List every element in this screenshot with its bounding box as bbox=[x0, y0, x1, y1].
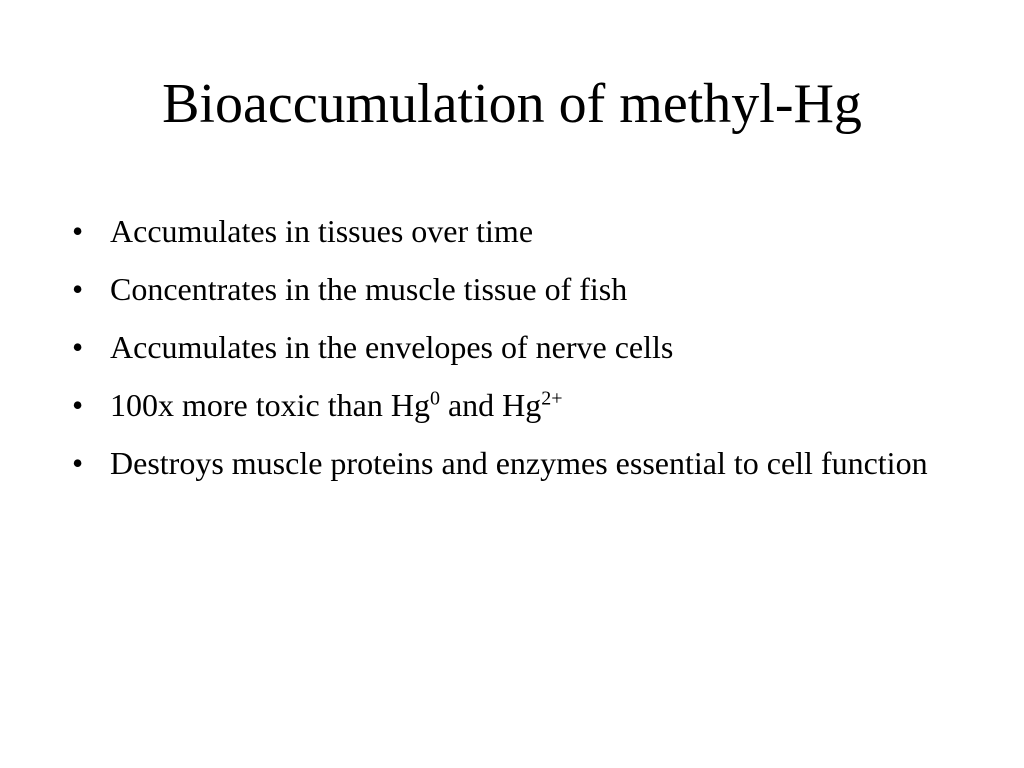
slide-title: Bioaccumulation of methyl-Hg bbox=[162, 73, 862, 135]
bullet-icon: • bbox=[72, 445, 84, 481]
bullet-text-part: and Hg bbox=[439, 387, 542, 423]
bullet-text-part: 100x more toxic than Hg bbox=[110, 387, 430, 423]
superscript-two-plus: 2+ bbox=[541, 387, 563, 410]
bullet-item bbox=[72, 208, 952, 254]
bullet-list bbox=[72, 208, 952, 498]
superscript-zero: 0 bbox=[429, 387, 440, 410]
bullet-icon: • bbox=[72, 271, 84, 307]
bullet-item bbox=[72, 440, 952, 486]
bullet-text: Destroys muscle proteins and enzymes essential to cell function bbox=[110, 445, 928, 481]
bullet-icon: • bbox=[72, 387, 84, 423]
bullet-item bbox=[72, 324, 952, 370]
bullet-icon: • bbox=[72, 213, 84, 249]
bullet-item bbox=[72, 266, 952, 312]
bullet-text bbox=[110, 387, 563, 423]
bullet-icon: • bbox=[72, 329, 84, 365]
bullet-text: Accumulates in the envelopes of nerve cells bbox=[110, 329, 674, 365]
bullet-text: Accumulates in tissues over time bbox=[110, 213, 534, 249]
bullet-text: Concentrates in the muscle tissue of fish bbox=[110, 271, 628, 307]
bullet-item bbox=[72, 382, 952, 428]
